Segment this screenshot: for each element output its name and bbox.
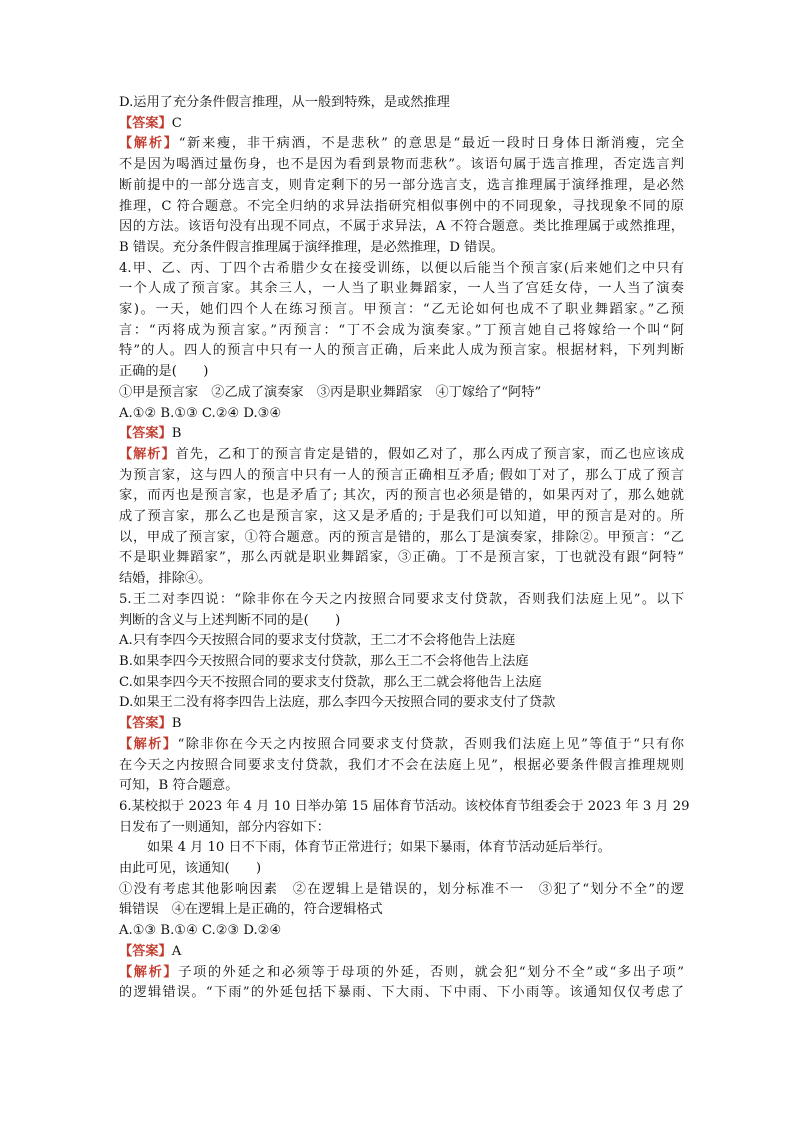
q4-analysis-line: 不是职业舞蹈家”，那么丙就是职业舞蹈家，③正确。丁不是预言家，丁也就没有跟“阿特” xyxy=(119,550,684,566)
q4-answer-line xyxy=(119,424,684,445)
q4-analysis-line: 为预言家，这与四人的预言中只有一人的预言正确相互矛盾; 假如丁对了，那么丁成了预言 xyxy=(119,467,684,483)
analysis-tag: 【解析】 xyxy=(119,446,176,462)
q3-analysis-line: 推理，C 符合题意。不完全归纳的求异法指研究相似事例中的不同现象，寻找现象不同的原 xyxy=(119,198,684,214)
answer-tag: 【答案】 xyxy=(119,943,172,959)
q4-option-b: B.①③ xyxy=(160,405,198,421)
q3-answer-line xyxy=(119,114,684,135)
analysis-tag: 【解析】 xyxy=(119,136,179,152)
q6-option-b: B.①④ xyxy=(160,923,198,939)
answer-tag: 【答案】 xyxy=(119,716,172,732)
q5-option-a: A.只有李四今天按照合同的要求支付贷款，王二才不会将他告上法庭 xyxy=(119,633,516,649)
analysis-tag: 【解析】 xyxy=(119,736,178,752)
q6-option-a: A.①③ xyxy=(119,923,157,939)
q4-stem-line: 正确的是( ) xyxy=(119,364,209,380)
q6-stem-line: 6.某校拟于 2023 年 4 月 10 日举办第 15 届体育节活动。该校体育节组委会于 2023 年 3 月 29 xyxy=(119,798,690,814)
q4-option-c: C.②④ xyxy=(201,405,240,421)
q3-analysis-line: 因的方法。该语句没有出现不同点，不属于求异法，A 不符合题意。类比推理属于或然推理， xyxy=(119,219,684,235)
q4-stem-line: 言：“丙将成为预言家。”丙预言：“丁不会成为演奏家。”丁预言她自己将嫁给一个叫“阿 xyxy=(119,322,684,338)
q4-options xyxy=(119,404,684,425)
q6-answer-line xyxy=(119,942,684,963)
q6-analysis-line: 的逻辑错误。“下雨”的外延包括下暴雨、下大雨、下中雨、下小雨等。该通知仅仅考虑了 xyxy=(119,985,684,1001)
q5-option-c: C.如果李四今天不按照合同的要求支付贷款，那么王二就会将他告上法庭 xyxy=(119,674,542,690)
q3-analysis-line: B 错误。充分条件假言推理属于演绎推理，是必然推理，D 错误。 xyxy=(119,239,504,255)
q5-option-b: B.如果李四今天按照合同的要求支付贷款，那么王二不会将他告上法庭 xyxy=(119,653,529,669)
q5-answer-line xyxy=(119,714,684,735)
q5-analysis-line: 可知，B 符合题意。 xyxy=(119,778,239,794)
q4-analysis-line: 以，甲成了预言家，①符合题意。丙的预言是错的，那么丁是演奏家，排除②。甲预言：“乙 xyxy=(119,529,684,545)
q4-stem-line: 一个人成了预言家。其余三人，一人当了职业舞蹈家，一人当了宫廷女侍，一人当了演奏 xyxy=(119,281,684,297)
q4-analysis-line: 结婚，排除④。 xyxy=(119,571,212,587)
q5-analysis-line: 【解析】“除非你在今天之内按照合同要求支付贷款，否则我们法庭上见”等值于“只有你 xyxy=(119,736,684,752)
q4-stem-line: 特”的人。四人的预言中只有一人的预言正确，后来此人成为预言家。根据材料，下列判断 xyxy=(119,343,684,359)
q6-analysis-line: 【解析】子项的外延之和必须等于母项的外延，否则，就会犯“划分不全”或“多出子项” xyxy=(119,964,685,980)
answer-tag: 【答案】 xyxy=(119,426,172,442)
q4-stem-line: 家)。一天，她们四个人在练习预言。甲预言：“乙无论如何也成不了职业舞蹈家。”乙预 xyxy=(119,302,684,318)
q3-answer: C xyxy=(171,115,182,131)
q6-stem-line: 日发布了一则通知，部分内容如下： xyxy=(119,819,330,835)
q6-option-d: D.②④ xyxy=(243,923,282,939)
q6-question: 由此可见，该通知( ) xyxy=(119,861,262,877)
q4-analysis-line: 家，而丙也是预言家，也是矛盾了; 其次，丙的预言也必须是错的，如果丙对了，那么她就 xyxy=(119,488,684,504)
q5-analysis-line: 在今天之内按照合同要求支付贷款，我们才不会在法庭上见”，根据必要条件假言推理规则 xyxy=(119,757,684,773)
q3-analysis-line: 【解析】“新来瘦，非干病酒，不是悲秋” 的意思是“最近一段时日身体日渐消瘦，完全 xyxy=(119,136,685,152)
q6-notice: 如果 4 月 10 日不下雨，体育节正常进行；如果下暴雨，体育节活动延后举行。 xyxy=(147,840,611,856)
q4-stem-line: 4.甲、乙、丙、丁四个古希腊少女在接受训练，以便以后能当个预言家(后来她们之中只有 xyxy=(119,260,684,276)
q5-stem-line: 判断的含义与上述判断不同的是( ) xyxy=(119,612,341,628)
q6-statement-line: ①没有考虑其他影响因素 ②在逻辑上是错误的，划分标准不一 ③犯了“划分不全”的逻 xyxy=(119,881,684,897)
q3-analysis-line: 不是因为喝酒过量伤身，也不是因为看到景物而悲秋”。该语句属于选言推理，否定选言判 xyxy=(119,157,684,173)
q6-option-c: C.②③ xyxy=(201,923,240,939)
answer-tag: 【答案】 xyxy=(119,115,172,131)
q5-answer: B xyxy=(171,716,182,732)
q3-analysis-line: 断前提中的一部分选言支，则肯定剩下的另一部分选言支，选言推理属于演绎推理，是必然 xyxy=(119,177,684,193)
q4-analysis-line: 成了预言家，那么乙也是预言家，这又是矛盾的; 于是我们可以知道，甲的预言是对的。所 xyxy=(119,509,684,525)
q4-option-d: D.③④ xyxy=(243,405,282,421)
q4-analysis-line: 【解析】首先，乙和丁的预言肯定是错的，假如乙对了，那么丙成了预言家，而乙也应该成 xyxy=(119,446,685,462)
q4-statements: ①甲是预言家 ②乙成了演奏家 ③丙是职业舞蹈家 ④丁嫁给了“阿特” xyxy=(119,384,542,400)
q5-stem-line: 5.王二对李四说：“除非你在今天之内按照合同要求支付贷款，否则我们法庭上见”。以下 xyxy=(119,591,684,607)
q5-option-d: D.如果王二没有将李四告上法庭，那么李四今天按照合同的要求支付了贷款 xyxy=(119,695,556,711)
analysis-tag: 【解析】 xyxy=(119,964,179,980)
q6-answer: A xyxy=(171,943,182,959)
q3-option-d: D.运用了充分条件假言推理，从一般到特殊，是或然推理 xyxy=(119,95,450,110)
q6-statement-line: 辑错误 ④在逻辑上是正确的，符合逻辑格式 xyxy=(119,902,383,918)
q4-answer: B xyxy=(171,426,182,442)
q6-options xyxy=(119,921,684,942)
q4-option-a: A.①② xyxy=(119,405,157,421)
